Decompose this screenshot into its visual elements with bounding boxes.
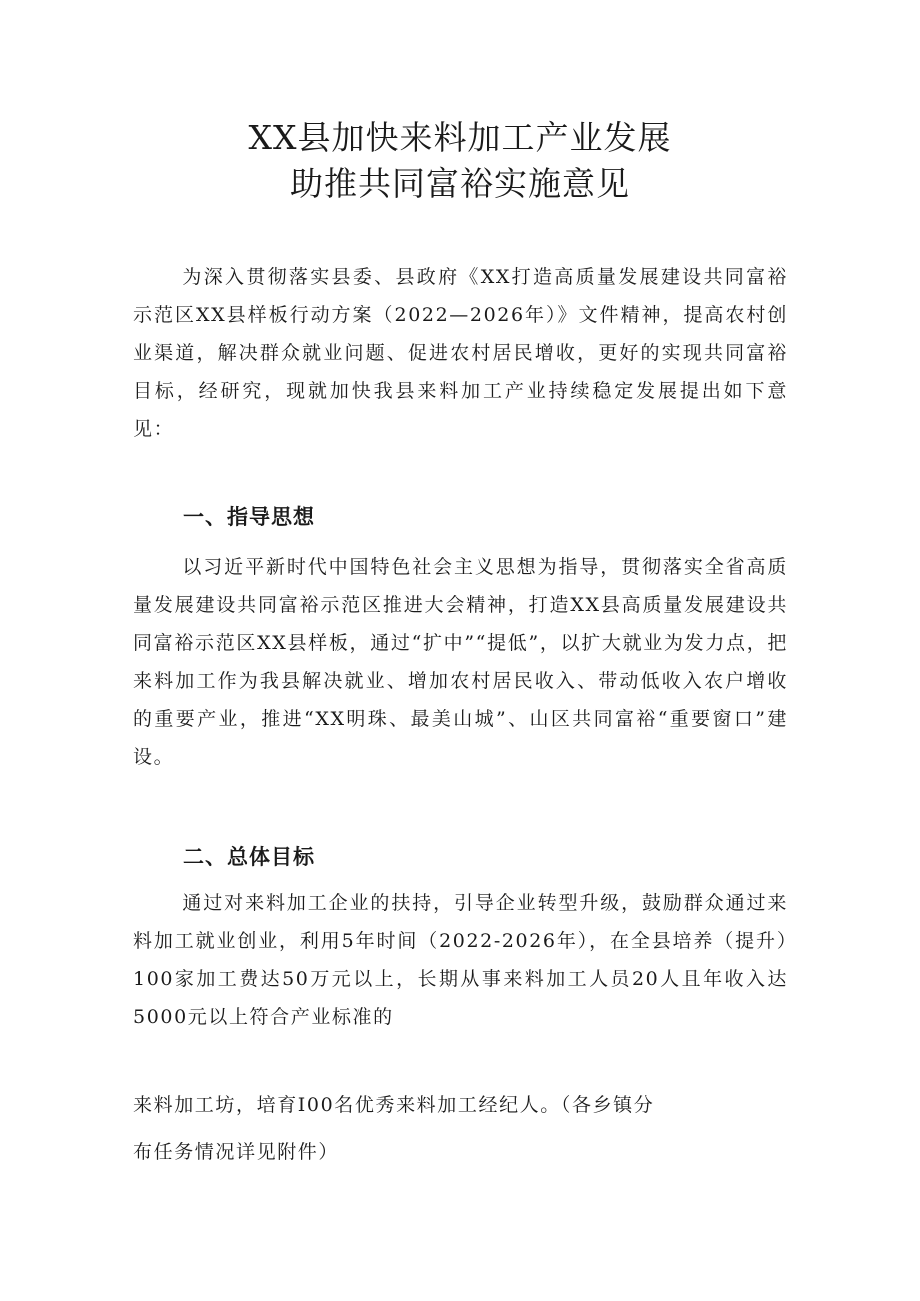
- section-heading-guiding-ideology: 一、指导思想: [183, 505, 315, 529]
- intro-paragraph: 为深入贯彻落实县委、县政府《XX打造高质量发展建设共同富裕示范区XX县样板行动方案（2022—2026年）》文件精神，提高农村创业渠道，解决群众就业问题、促进农村居民增收，更好的实现共同富裕目标，经研究，现就加快我县来料加工产业持续稳定发展提出如下意见：: [133, 266, 788, 440]
- section-body-overall-goals: 通过对来料加工企业的扶持，引导企业转型升级，鼓励群众通过来料加工就业创业，利用5年时间（2022-2026年），在全县培养（提升）100家加工费达50万元以上，长期从事来料加工人员20人且年收入达5000元以上符合产业标准的: [133, 892, 788, 1028]
- document-title-line-2: 助推共同富裕实施意见: [290, 164, 630, 203]
- section-body-guiding-ideology: 以习近平新时代中国特色社会主义思想为指导，贯彻落实全省高质量发展建设共同富裕示范区推进大会精神，打造XX县高质量发展建设共同富裕示范区XX县样板，通过“扩中”“提低”，以扩大就业为发力点，把来料加工作为我县解决就业、增加农村居民收入、带动低收入农户增收的重要产业，推进“XX明珠、最美山城”、山区共同富裕“重要窗口”建设。: [133, 556, 788, 768]
- section-heading-overall-goals: 二、总体目标: [183, 845, 315, 869]
- document-title-line-1: XX县加快来料加工产业发展: [248, 118, 672, 157]
- trailing-line-1: 来料加工坊，培育I00名优秀来料加工经纪人。（各乡镇分: [133, 1094, 655, 1116]
- trailing-line-2: 布任务情况详见附件）: [133, 1141, 340, 1163]
